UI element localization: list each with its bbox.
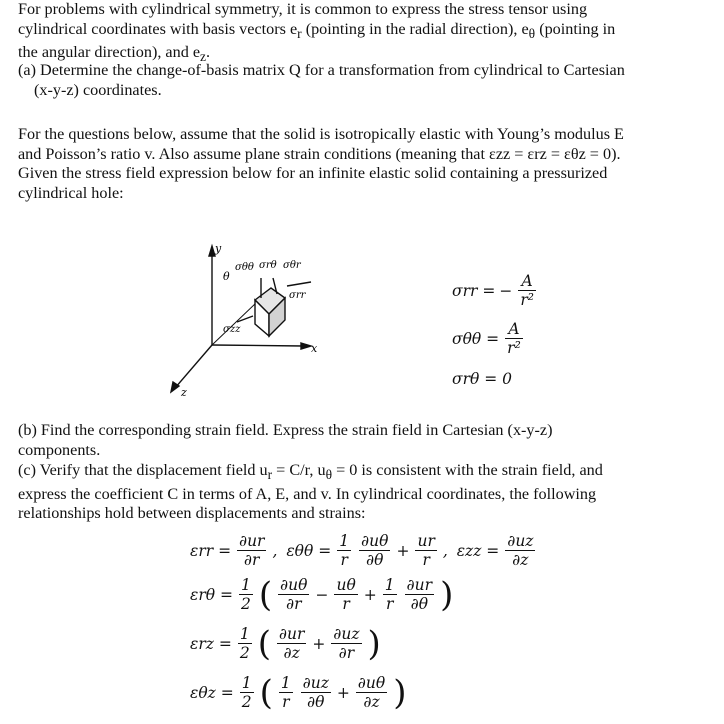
- assumptions-line-1: For the questions below, assume that the solid is isotropically elastic with Young’s modulus E: [18, 125, 624, 143]
- arrow-sigma-rr: [287, 282, 311, 286]
- intro-line-2: cylindrical coordinates with basis vectors $e_r$ (pointing in the radial direction), $e_\theta$ (pointing in: [18, 19, 616, 41]
- z-axis-arrowhead: [171, 382, 179, 392]
- eq-strain-row-4: εθz = $\frac{1}{2}$ ( $\frac{1}{r}$ $\frac{\partial uz}{\partial\theta}$ + $\frac{\partial u\theta}{\partial z}$ ): [190, 672, 407, 713]
- label-sigma-tt: σθθ: [235, 262, 254, 273]
- eq-strain-row-2: εrθ = $\frac{1}{2}$ ( $\frac{\partial u\theta}{\partial r}$ − $\frac{u\theta}{r}$ + $\frac{1}{r}$ $\frac{\partial ur}{\partial\theta}$ ): [190, 574, 454, 615]
- z-axis-line: [175, 345, 212, 388]
- assumptions-line-3: Given the stress field expression below for an infinite elastic solid containing a pressurized: [18, 164, 608, 183]
- intro-paragraph: [18, 0, 708, 67]
- assumptions-line-2: and Poisson’s ratio v. Also assume plane strain conditions (meaning that εzz = εrz = εθz = 0).: [18, 144, 621, 163]
- label-sigma-tr: σθr: [283, 260, 301, 271]
- z-axis-label: z: [181, 386, 187, 399]
- part-b-line-1: (b) Find the corresponding strain field. Express the strain field in Cartesian (x-y-z): [18, 421, 553, 439]
- stress-element-diagram: [165, 240, 335, 400]
- eq-strain-row-1: εrr = $\frac{\partial ur}{\partial r}$ , εθθ = $\frac{1}{r}$ $\frac{\partial u\theta}{\partial\theta}$ + $\frac{ur}{r}$ , εzz = $\frac{\partial uz}{\partial z}$: [190, 532, 534, 569]
- x-axis-arrowhead: [301, 343, 311, 349]
- theta-label: θ: [223, 270, 230, 283]
- label-sigma-zz: σzz: [223, 324, 241, 335]
- x-axis-line: [212, 345, 303, 346]
- label-sigma-rt: σrθ: [259, 260, 277, 271]
- part-a-question: [18, 61, 708, 100]
- assumptions-paragraph: [18, 125, 708, 203]
- part-b-line-2: components.: [18, 440, 101, 459]
- eq-sigma-rtheta: σrθ = 0: [452, 370, 513, 388]
- eq-sigma-rr: σrr = − $\frac{A}{\text{r²}}$: [452, 272, 534, 309]
- y-axis-label: y: [215, 242, 222, 255]
- part-c-question: [18, 461, 708, 524]
- part-b-question: [18, 421, 708, 460]
- label-sigma-rr: σrr: [289, 290, 306, 301]
- part-a-line-1: (a) Determine the change-of-basis matrix Q for a transformation from cylindrical to Cartesian: [18, 61, 625, 79]
- eq-sigma-thetatheta: σθθ = $\frac{A}{\text{r²}}$: [452, 320, 521, 357]
- part-c-line-2: express the coefficient C in terms of A, E, and v. In cylindrical coordinates, the following: [18, 484, 597, 503]
- eq-strain-row-3: εrz = $\frac{1}{2}$ ( $\frac{\partial ur}{\partial z}$ + $\frac{\partial uz}{\partial r}$ ): [190, 623, 381, 664]
- part-c-line-3: relationships hold between displacements and strains:: [18, 504, 366, 523]
- x-axis-label: x: [311, 342, 318, 355]
- assumptions-line-4: cylindrical hole:: [18, 183, 124, 202]
- part-a-line-2: (x-y-z) coordinates.: [34, 80, 162, 99]
- part-c-line-1: (c) Verify that the displacement field $u_r = C/r$, $u_\theta = 0$ is consistent with the strain field, and: [18, 461, 603, 483]
- intro-line-3: the angular direction), and $e_z$.: [18, 43, 211, 65]
- intro-line-1: For problems with cylindrical symmetry, it is common to express the stress tensor using: [18, 0, 588, 18]
